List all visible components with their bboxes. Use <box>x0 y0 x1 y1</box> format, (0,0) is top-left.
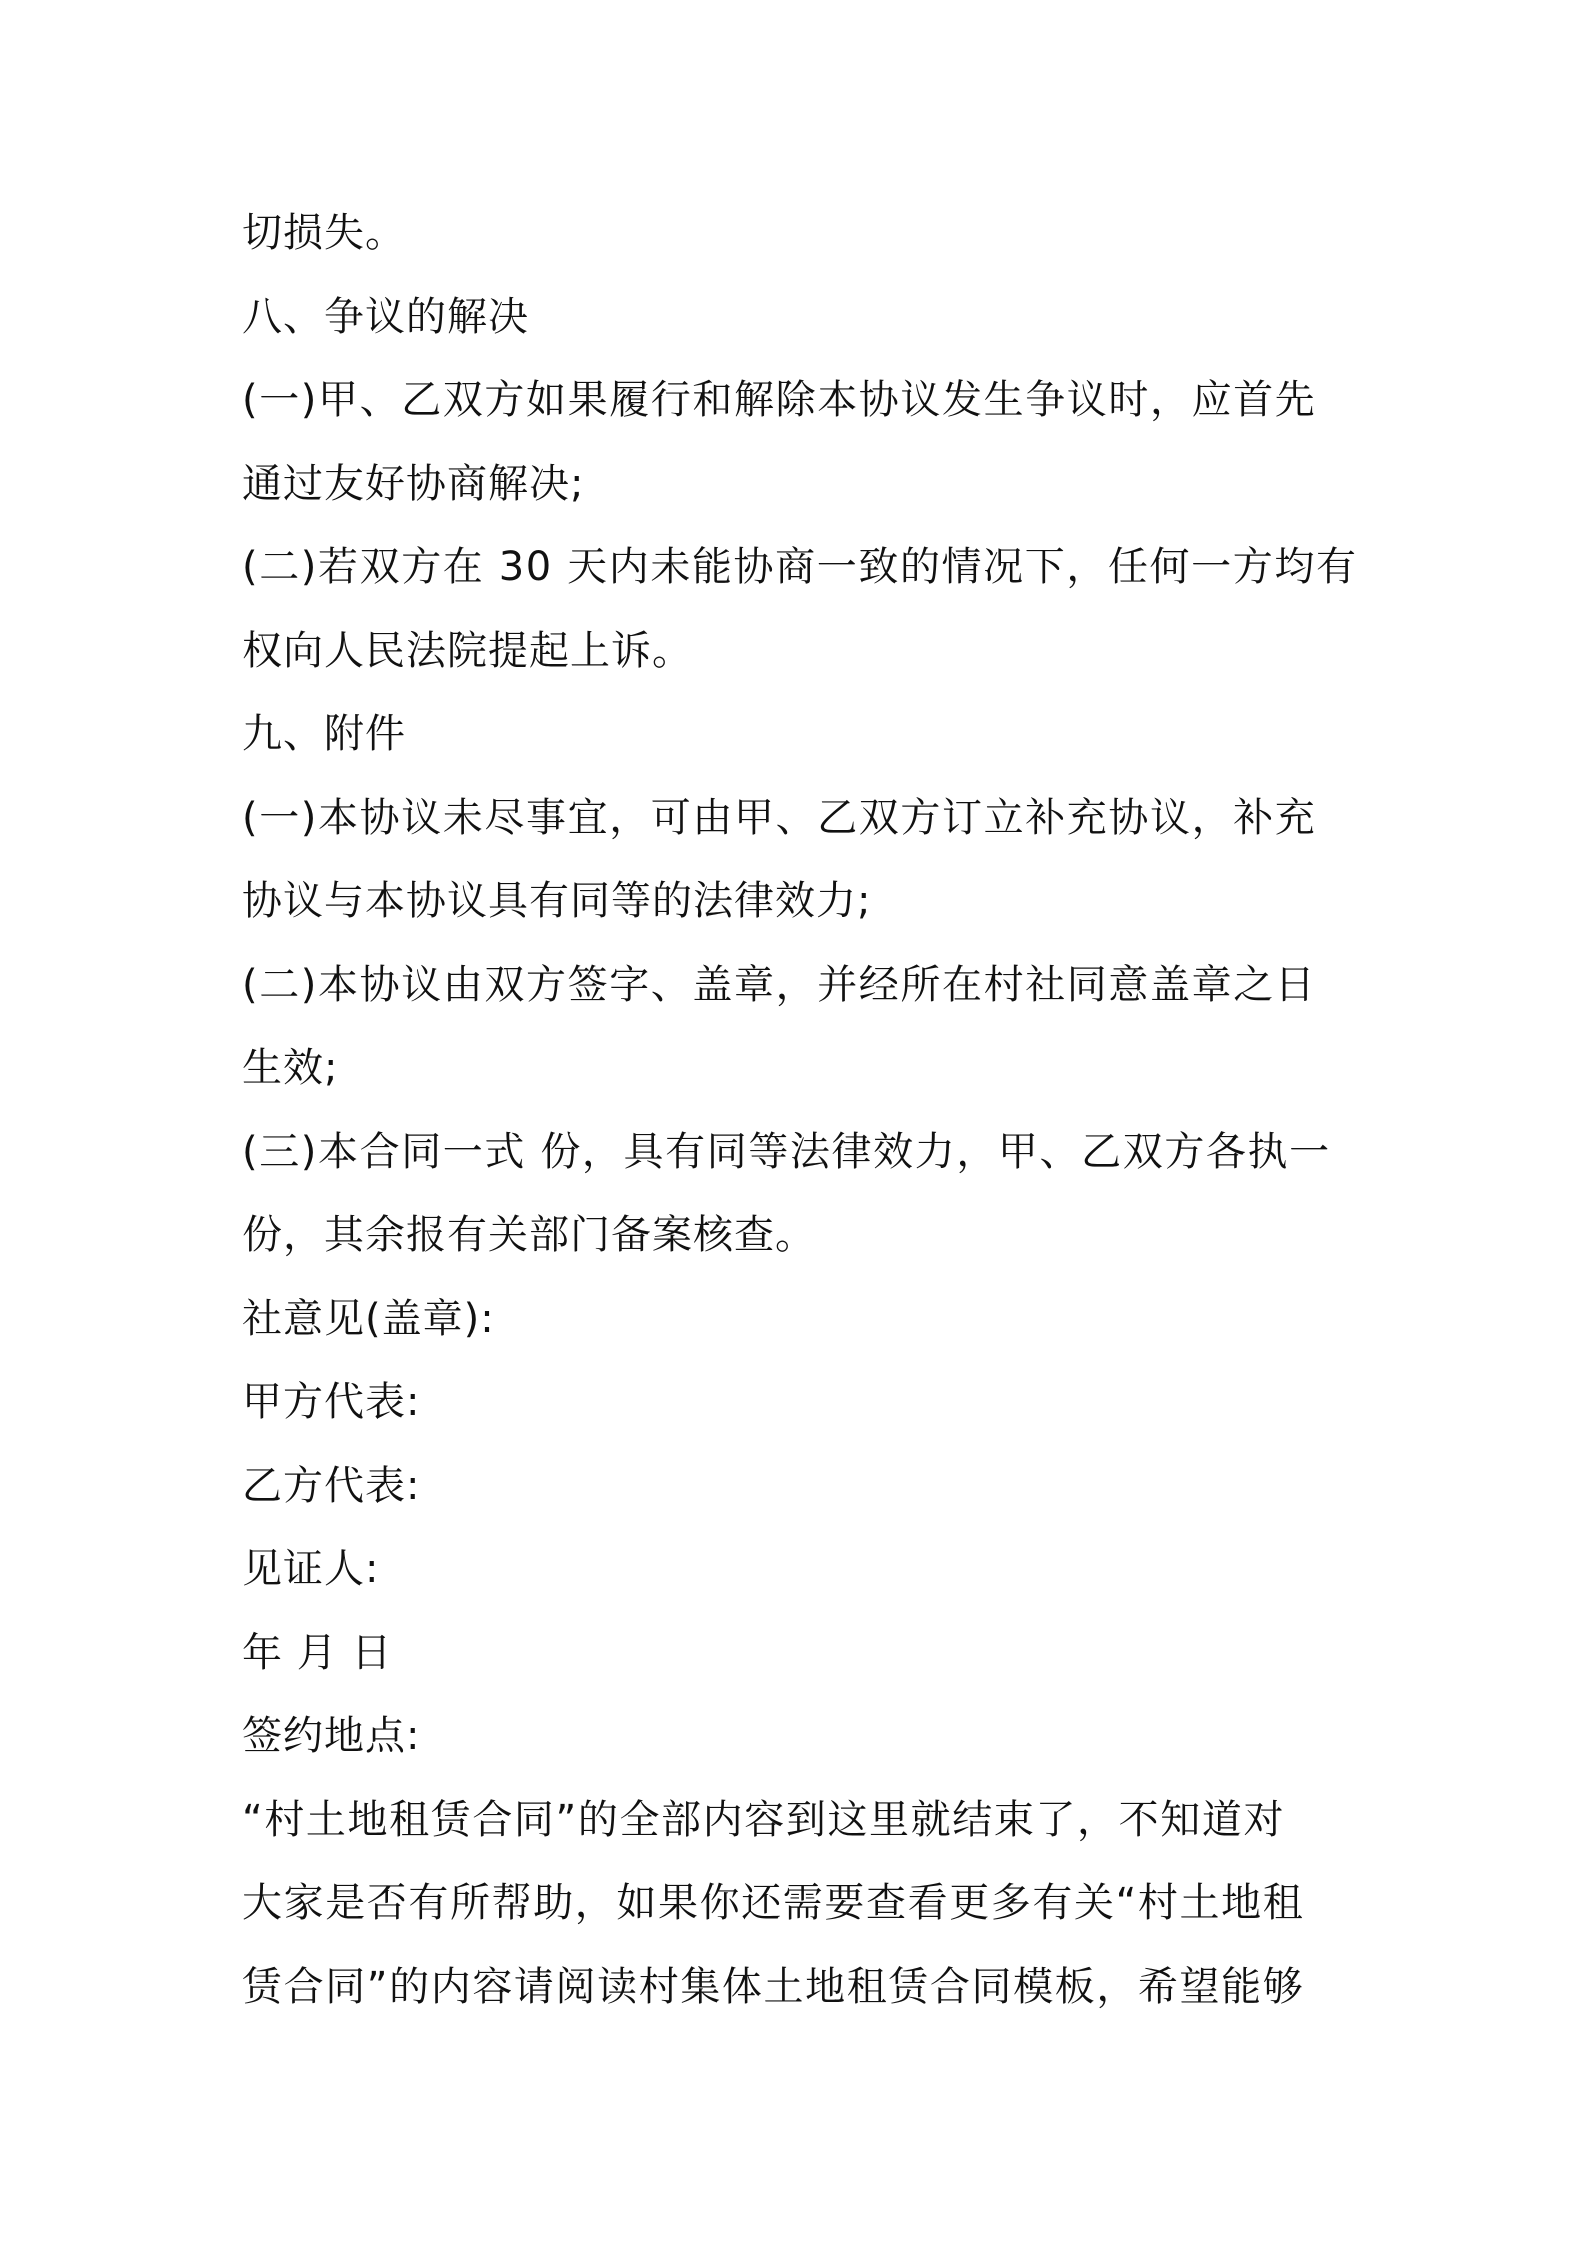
document-body <box>242 192 1358 2029</box>
text-line: (二)本协议由双方签字、盖章，并经所在村社同意盖章之日 <box>242 961 1317 1008</box>
text-line: (一)本协议未尽事宜，可由甲、乙双方订立补充协议，补充 <box>242 794 1317 841</box>
text-line: (一)甲、乙双方如果履行和解除本协议发生争议时，应首先 <box>242 377 1317 423</box>
text-line: 切损失。 <box>242 210 406 256</box>
text-line: (三)本合同一式 份，具有同等法律效力，甲、乙双方各执一 <box>242 1128 1331 1175</box>
text-line: 生效; <box>242 1045 339 1091</box>
signature-field-label: 甲方代表: <box>242 1379 421 1425</box>
section-heading: 九、附件 <box>242 711 406 757</box>
signature-field-label: 乙方代表: <box>242 1462 421 1509</box>
date-field-label: 年 月 日 <box>242 1629 393 1676</box>
text-line: 通过友好协商解决; <box>242 460 585 507</box>
text-line: (二)若双方在 30 天内未能协商一致的情况下，任何一方均有 <box>242 544 1358 590</box>
text-line: “村土地租赁合同”的全部内容到这里就结束了，不知道对 <box>242 1796 1286 1843</box>
text-line: 份，其余报有关部门备案核查。 <box>242 1212 816 1258</box>
signature-field-label: 签约地点: <box>242 1713 421 1759</box>
signature-field-label: 见证人: <box>242 1546 380 1592</box>
text-line: 赁合同”的内容请阅读村集体土地租赁合同模板，希望能够 <box>242 1963 1305 2010</box>
text-line: 权向人民法院提起上诉。 <box>242 627 693 674</box>
signature-field-label: 社意见(盖章): <box>242 1295 495 1342</box>
text-line: 大家是否有所帮助，如果你还需要查看更多有关“村土地租 <box>242 1880 1305 1926</box>
section-heading: 八、争议的解决 <box>242 293 529 340</box>
text-line: 协议与本协议具有同等的法律效力; <box>242 878 872 924</box>
